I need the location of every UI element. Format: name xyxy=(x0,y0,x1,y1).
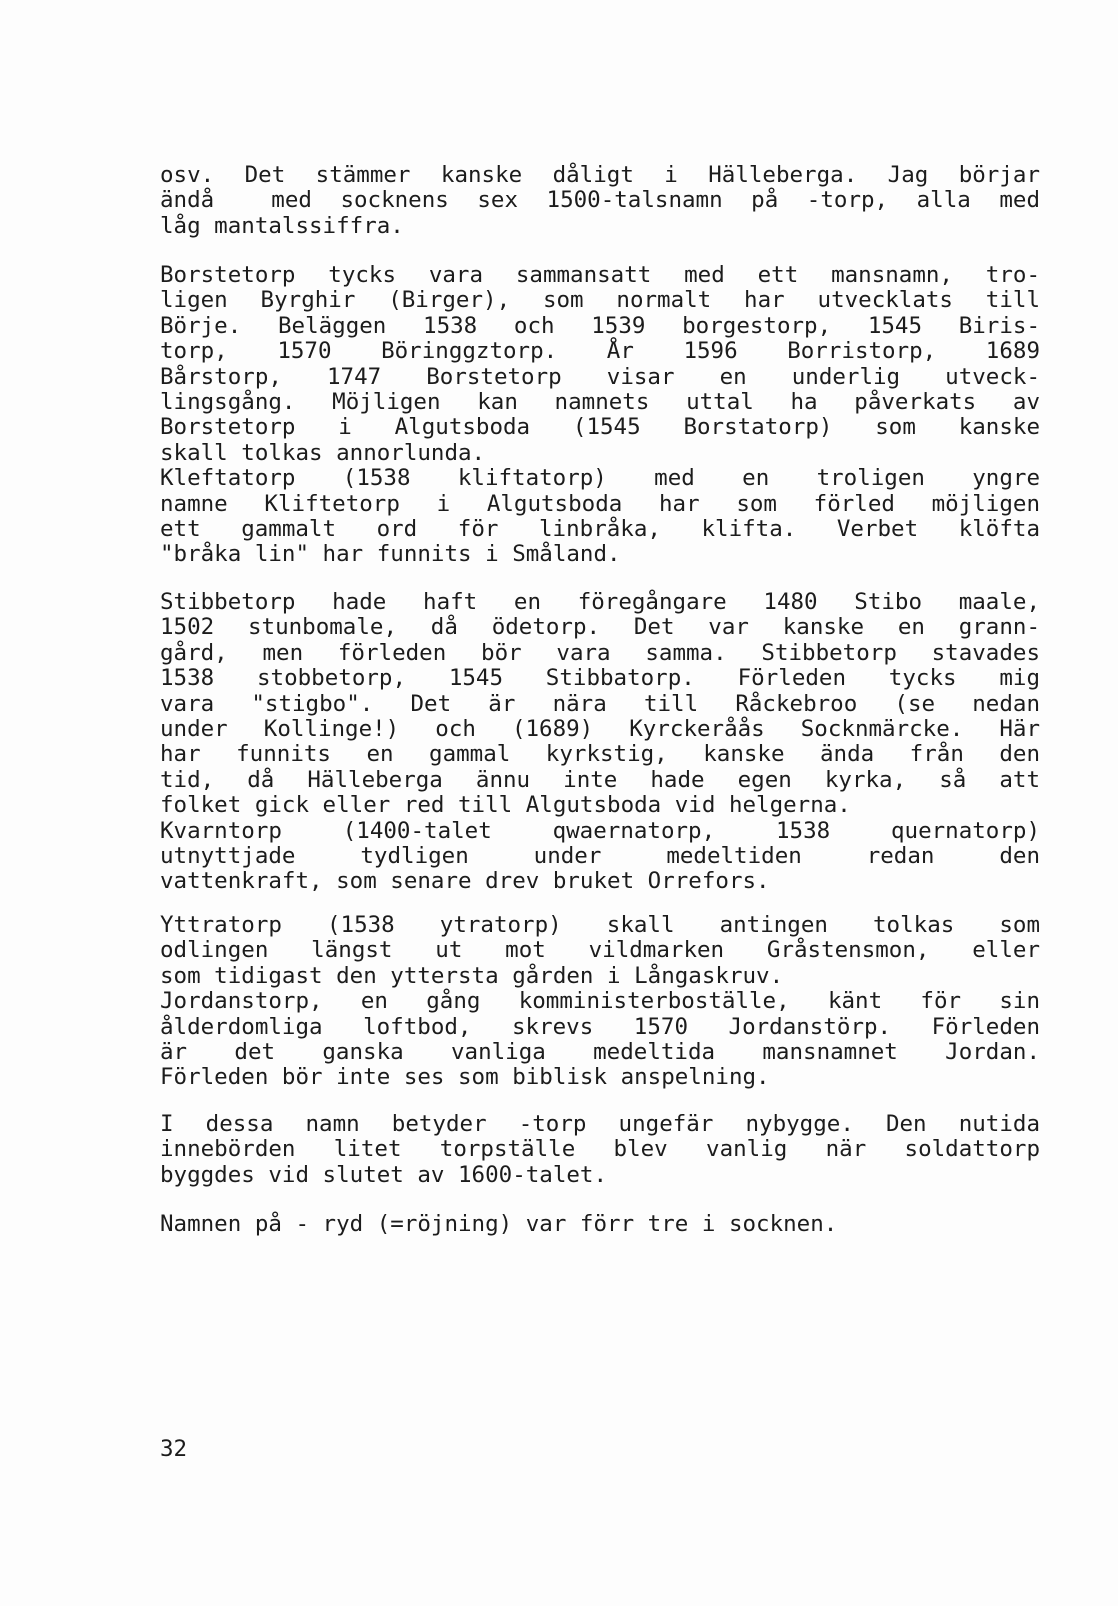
text-line: Kvarntorp (1400-talet qwaernatorp, 1538 quernatorp) xyxy=(160,817,1040,844)
text-line: tid, då Hälleberga ännu inte hade egen kyrka, så att xyxy=(160,766,1040,793)
text-line: lingsgång. Möjligen kan namnets uttal ha påverkats av xyxy=(160,388,1040,415)
text-line: har funnits en gammal kyrkstig, kanske ända från den xyxy=(160,741,1040,768)
text-line: "bråka lin" har funnits i Småland. xyxy=(160,541,621,568)
text-line: utnyttjade tydligen under medeltiden redan den xyxy=(160,842,1040,869)
text-line: ett gammalt ord för linbråka, klifta. Verbet klöfta xyxy=(160,515,1040,542)
text-line: Borstetorp tycks vara sammansatt med ett mansnamn, tro- xyxy=(160,262,1040,288)
text-line: vattenkraft, som senare drev bruket Orrefors. xyxy=(160,868,770,895)
paragraph xyxy=(160,913,1040,1091)
text-line: odlingen längst ut mot vildmarken Gråstensmon, eller xyxy=(160,937,1040,964)
text-line: Börje. Beläggen 1538 och 1539 borgestorp, 1545 Biris- xyxy=(160,312,1040,339)
paragraph xyxy=(160,1112,1040,1188)
text-line: Jordanstorp, en gång komministerboställe, känt för sin xyxy=(160,988,1040,1015)
text-line: ålderdomliga loftbod, skrevs 1570 Jordanstörp. Förleden xyxy=(160,1013,1040,1040)
text-line: torp, 1570 Böringgztorp. År 1596 Borristorp, 1689 xyxy=(160,338,1040,365)
text-line: är det ganska vanliga medeltida mansnamnet Jordan. xyxy=(160,1038,1040,1065)
text-line: Stibbetorp hade haft en föregångare 1480 Stibo maale, xyxy=(160,589,1040,615)
text-line: ändå med socknens sex 1500-talsnamn på -torp, alla med xyxy=(160,187,1040,214)
text-line: Kleftatorp (1538 kliftatorp) med en troligen yngre xyxy=(160,465,1040,492)
text-line: Bårstorp, 1747 Borstetorp visar en underlig utveck- xyxy=(160,363,1040,390)
text-line: gård, men förleden bör vara samma. Stibbetorp stavades xyxy=(160,639,1040,666)
paragraph xyxy=(160,590,1040,895)
text-line: under Kollinge!) och (1689) Kyrckeråås Socknmärcke. Här xyxy=(160,715,1040,742)
text-line: Förleden bör inte ses som biblisk anspelning. xyxy=(160,1064,770,1091)
text-line: osv. Det stämmer kanske dåligt i Hälleberga. Jag börjar xyxy=(160,162,1040,188)
text-line: låg mantalssiffra. xyxy=(160,212,404,239)
page-number: 32 xyxy=(160,1436,188,1462)
text-line: folket gick eller red till Algutsboda vid helgerna. xyxy=(160,792,851,819)
text-line: skall tolkas annorlunda. xyxy=(160,439,486,466)
text-line: I dessa namn betyder -torp ungefär nybygge. Den nutida xyxy=(160,1111,1040,1137)
text-line: Borstetorp i Algutsboda (1545 Borstatorp) som kanske xyxy=(160,414,1040,441)
paragraph xyxy=(160,163,1040,239)
text-line: byggdes vid slutet av 1600-talet. xyxy=(160,1161,608,1188)
text-line: innebörden litet torpställe blev vanlig när soldattorp xyxy=(160,1136,1040,1163)
text-line: som tidigast den yttersta gården i Långaskruv. xyxy=(160,962,784,989)
paragraph xyxy=(160,1212,1040,1237)
text-line: namne Kliftetorp i Algutsboda har som förled möjligen xyxy=(160,490,1040,517)
paragraph xyxy=(160,263,1040,568)
text-line: Namnen på - ryd (=röjning) var förr tre i socknen. xyxy=(160,1211,838,1237)
text-line: 1538 stobbetorp, 1545 Stibbatorp. Förleden tycks mig xyxy=(160,665,1040,692)
text-line: vara "stigbo". Det är nära till Råckebroo (se nedan xyxy=(160,690,1040,717)
text-line: Yttratorp (1538 ytratorp) skall antingen tolkas som xyxy=(160,912,1040,938)
text-line: ligen Byrghir (Birger), som normalt har utvecklats till xyxy=(160,287,1040,314)
text-line: 1502 stunbomale, då ödetorp. Det var kanske en grann- xyxy=(160,614,1040,641)
